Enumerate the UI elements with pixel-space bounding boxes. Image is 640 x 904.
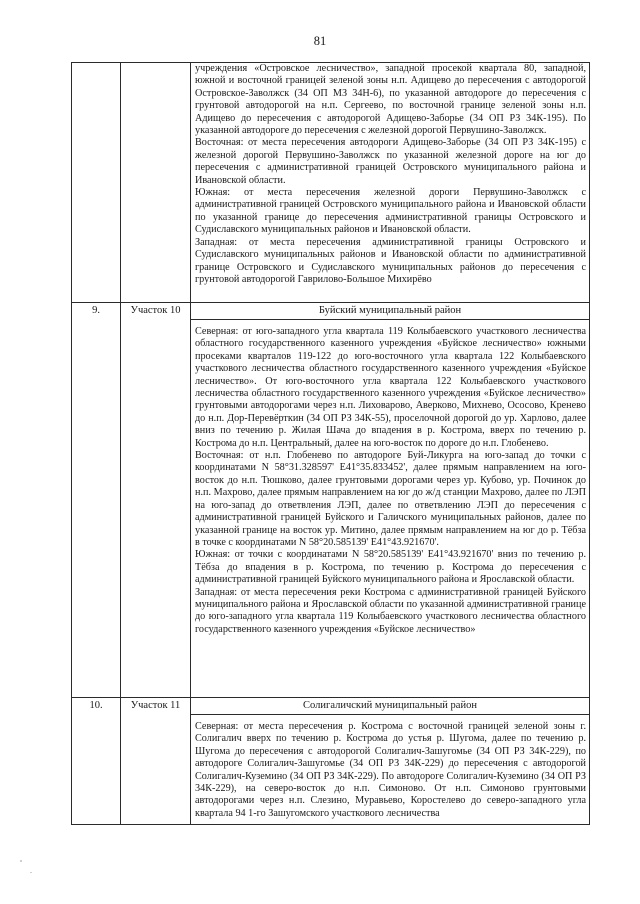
row-number: 9. [72,303,121,698]
table-row [72,63,590,303]
boundary-paragraph: Южная: от места пересечения железной дороги Первушино-Заволжск с административной границей Островского муниципального района и Ивановской области по указанной границе до пересечения административной границы Островского и Судиславского муниципальных районов и Ивановской области. [195,187,586,236]
plot-name: Участок 10 [121,303,191,698]
table-row [72,303,590,698]
district-heading: Буйский муниципальный район [191,303,589,320]
boundary-paragraph: Восточная: от места пересечения автодороги Адищево-Заборье (34 ОП РЗ 34К-195) с железной дорогой Первушино-Заволжск по указанной железной дороге на юг до пересечения с административной границей Островского муниципального района и Ивановской области. [195,137,586,186]
boundaries-table [71,62,590,825]
boundary-description [191,63,590,303]
boundary-paragraph: Западная: от места пересечения реки Кострома с административной границей Буйского муниципального района и Ярославской области по указанной административной границе до юго-западного угла квартала 119 Колыбаевского участкового лесничества областного государственного казенного учреждения «Буйское лесничество» [195,586,586,635]
boundary-paragraph: Южная: от точки с координатами N 58°20.585139' E41°43.921670' вниз по течению р. Тёбза до впадения в р. Кострома, по течению р. Кострома до пересечения с административной границей Буйского муниципального района и Ярославской области. [195,549,586,586]
scan-speck [20,860,22,862]
boundary-description [191,303,590,698]
table-row [72,698,590,825]
boundary-paragraph: Северная: от юго-западного угла квартала 119 Колыбаевского участкового лесничества областного государственного казенного учреждения «Буйское лесничество» южными просеками кварталов 119-122 до юго-восточного угла квартала 122 Колыбаевского участкового лесничества областного государственного казенного учреждения «Буйское лесничество». От юго-восточного угла квартала 122 Колыбаевского участкового лесничества областного государственного казенного учреждения «Буйское лесничество» грунтовыми автодорогами через н.п. Лиховарово, Аверково, Михнево, Ососово, Кренево до н.п. Дор-Перевёрткин (34 ОП РЗ 34К-55), проселочной дорогой до ур. Харлово, далее вниз по течению р. Жилая Шача до впадения в р. Кострома, вверх по течению р. Кострома до н.п. Центральный, далее на юго-восток по дороге до н.п. Глобенево. [195,326,586,449]
plot-name: Участок 11 [121,698,191,825]
row-number: 10. [72,698,121,825]
district-heading: Солигаличский муниципальный район [191,698,589,715]
page-number: 81 [313,34,327,48]
scan-speck [30,872,32,873]
boundary-paragraph: Западная: от места пересечения административной границы Островского и Судиславского муниципальных районов и Ивановской области по административной границе Островского и Судиславского муниципальных районов до пересечения с грунтовой автодорогой Гаврилово-Большое Михирёво [195,236,586,285]
plot-name [121,63,191,303]
boundary-paragraph: Восточная: от н.п. Глобенево по автодороге Буй-Ликурга на юго-запад до точки с координатами N 58°31.328597' E41°35.833452', далее прямым направлением на юго-восток до н.п. Тюшково, далее грунтовыми дорогами через ур. Кубово, ур. Починок до н.п. Махрово, далее прямым направлением на юг до ж/д станции Махрово, далее по ЛЭП на юго-запад до ответвления ЛЭП, далее по ответвлению ЛЭП до пересечения с административной границей Буйского и Галичского муниципальных районов, далее по указанной границе на восток ур. Митино, далее прямым направлением на юг до р. Тёбза в точке с координатами N 58°20.585139' E41°43.921670'. [195,450,586,548]
boundary-description [191,698,590,825]
boundary-paragraph: учреждения «Островское лесничество», западной просекой квартала 80, западной, южной и восточной границей зеленой зоны н.п. Адищево до пересечения с автодорогой Островское-Заволжск (34 ОП МЗ 34Н-6), по указанной автодороге до пересечения с грунтовой автодорогой на н.п. Сергеево, по восточной границе зеленой зоны н.п. Адищево до пересечения с автодорогой Адищево-Заборье (34 ОП РЗ 34К-195). По указанной автодороге до пересечения с железной дорогой Первушино-Заволжск. [195,63,586,137]
boundary-paragraph: Северная: от места пересечения р. Кострома с восточной границей зеленой зоны г. Солигалич вверх по течению р. Кострома до устья р. Шугома, далее по течению р. Шугома до пересечения с автодорогой Солигалич-Зашугомье (34 ОП РЗ 34К-229), по автодороге Солигалич-Зашугомье (34 ОП РЗ 34К-229) до пересечения с автодорогой Солигалич-Куземино (34 ОП РЗ 34К-229). По автодороге Солигалич-Куземино (34 ОП РЗ 34К-229), на северо-восток до н.п. Симоново. От н.п. Симоново грунтовыми автодорогами через н.п. Слезино, Муравьево, Коростелево до северо-западного угла квартала 94 1-го Зашугомского участкового лесничества [195,721,586,819]
row-number [72,63,121,303]
